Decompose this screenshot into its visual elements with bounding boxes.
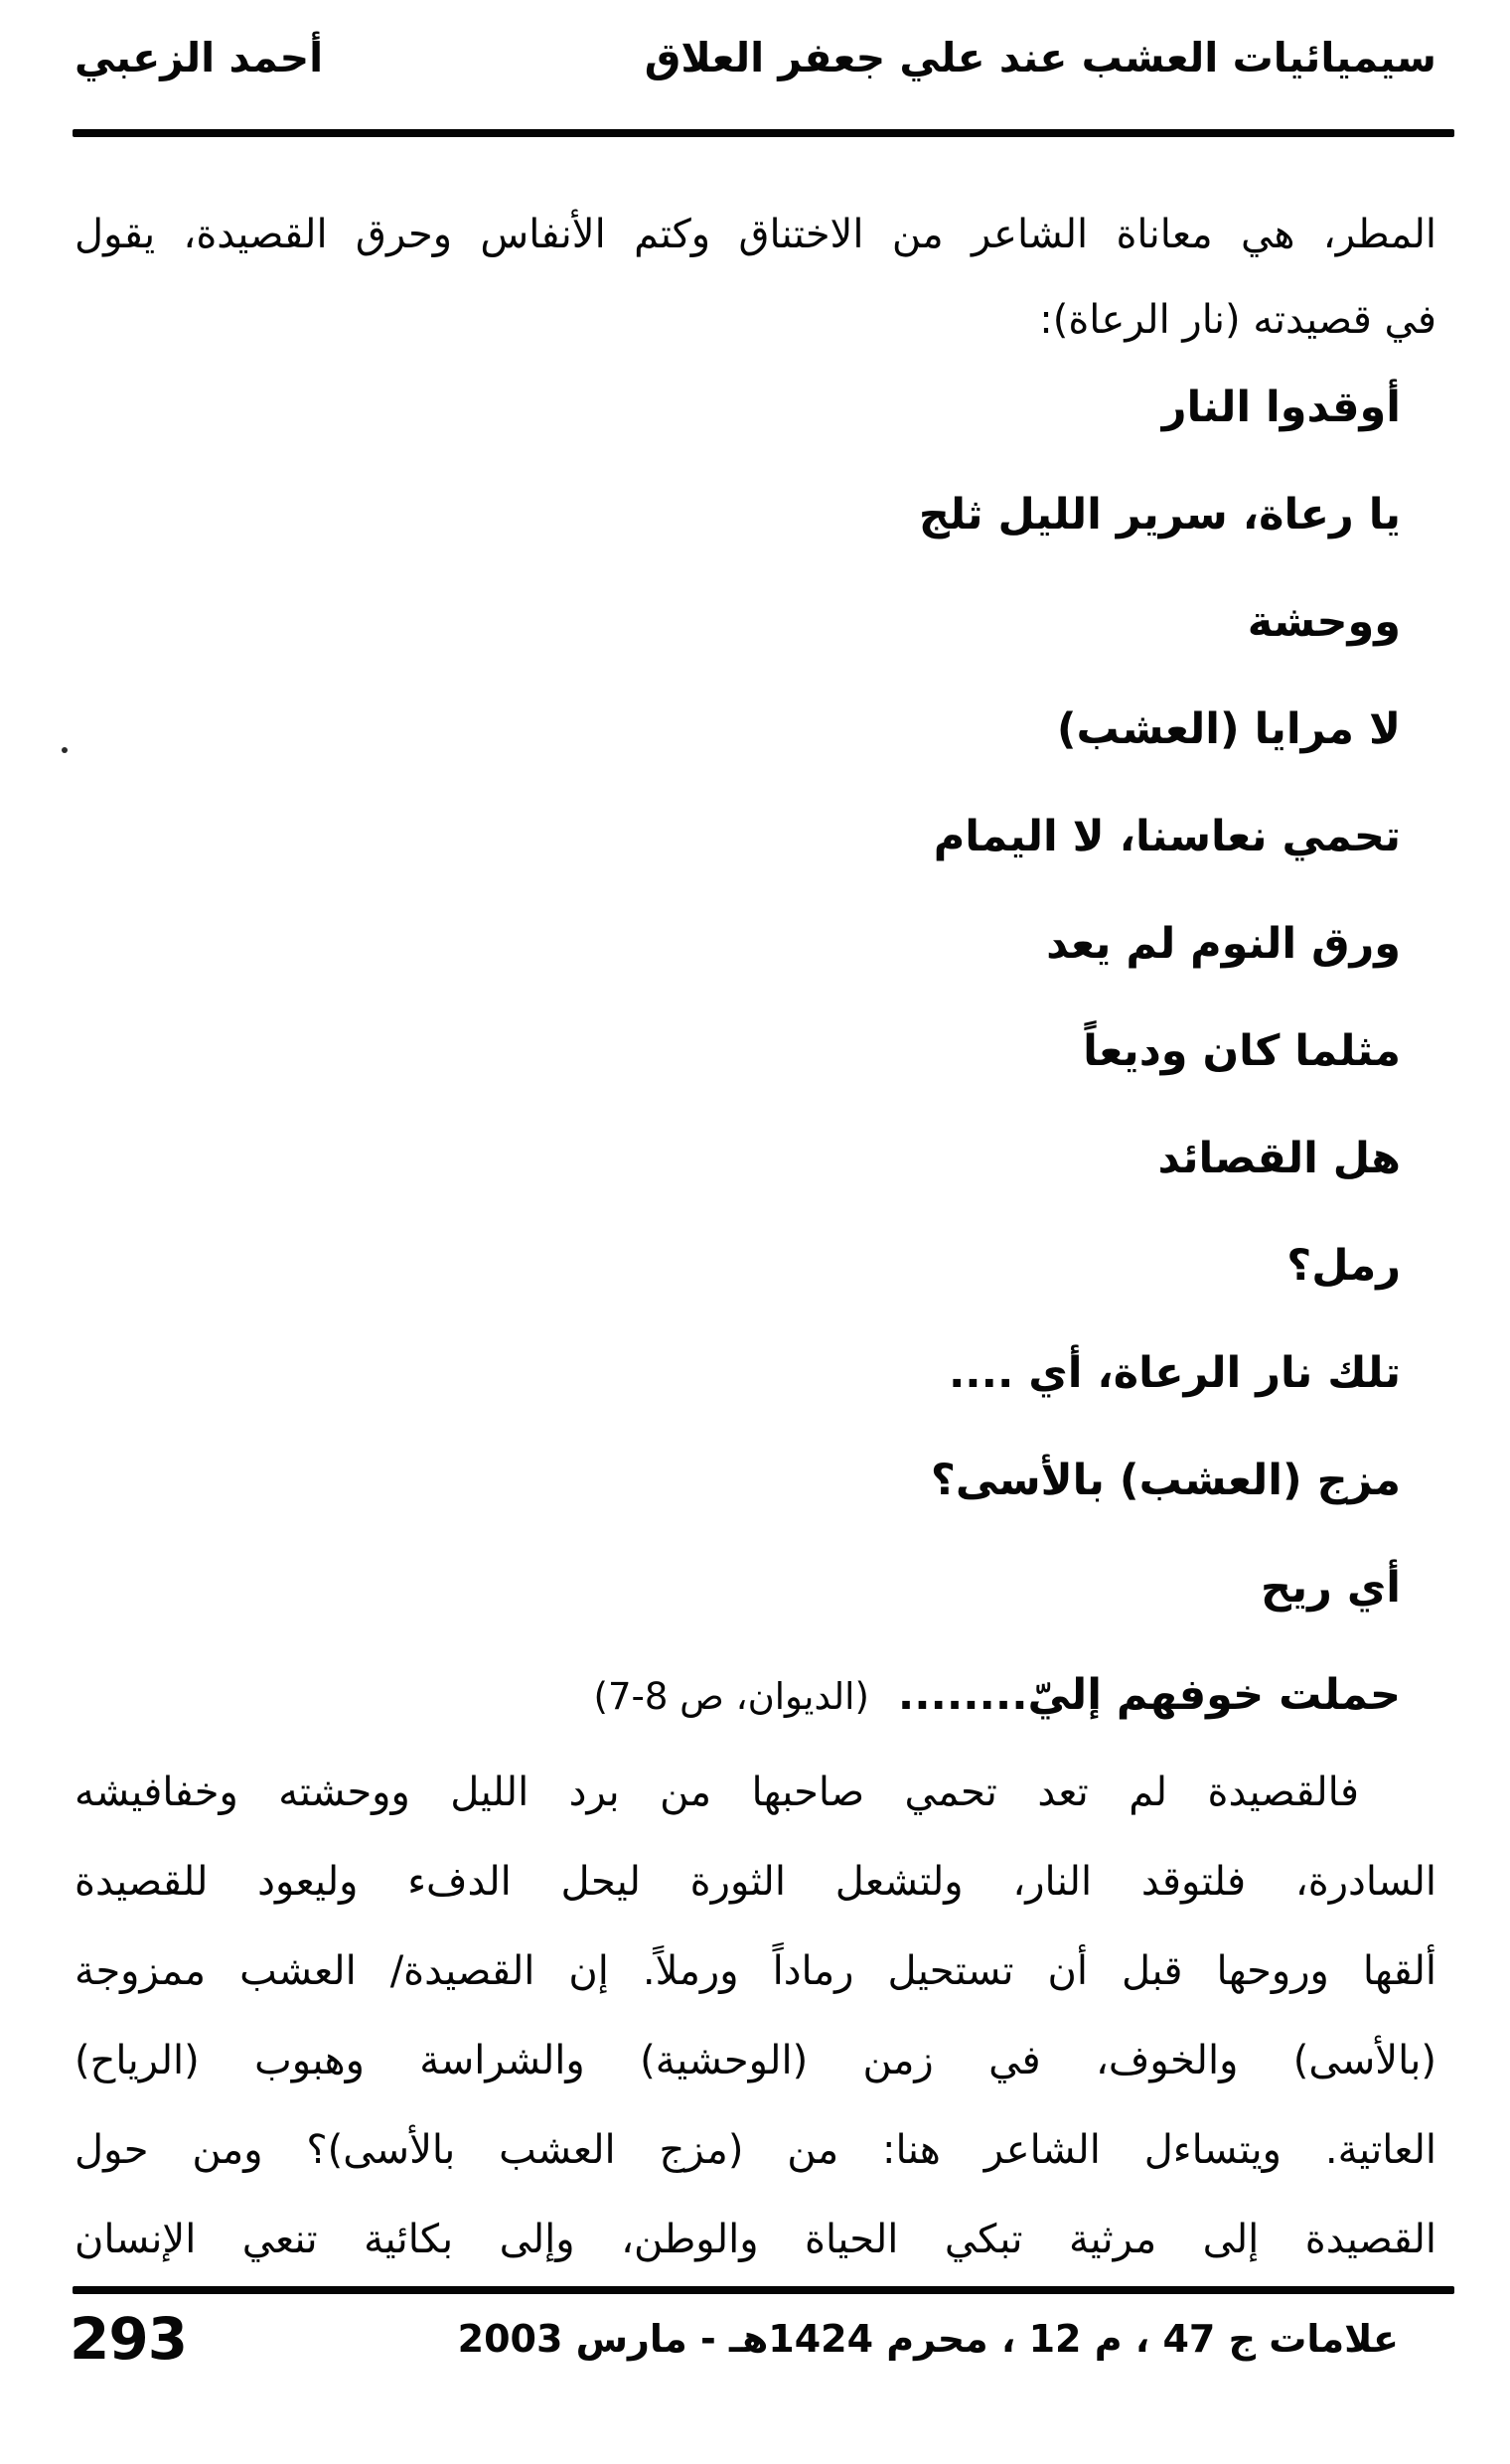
commentary-line: (بالأسى) والخوف، في زمن (الوحشية) والشراسة وهبوب (الرياح) (75, 2038, 1436, 2083)
commentary-line: فالقصيدة لم تعد تحمي صاحبها من برد الليل ووحشته وخفافيشه (75, 1770, 1359, 1815)
poem-last-line-text: حملت خوفهم إليّ........ (897, 1670, 1401, 1720)
author-name: أحمد الزعبي (75, 34, 324, 81)
commentary-paragraph (75, 1748, 1436, 2284)
header-rule (73, 129, 1454, 137)
footer-rule (73, 2286, 1454, 2294)
poem-line: رمل؟ (1286, 1241, 1401, 1291)
poem-line: ورق النوم لم يعد (1046, 919, 1401, 969)
poem-line: لا مرايا (العشب) (1056, 704, 1401, 754)
poem-line: هل القصائد (1157, 1134, 1401, 1183)
poem-line: تحمي نعاسنا، لا اليمام (933, 812, 1401, 861)
poem-line: أي ريح (1260, 1563, 1401, 1613)
commentary-line: ألقها وروحها قبل أن تستحيل رماداً ورملاً. إن القصيدة/ العشب ممزوجة (75, 1948, 1436, 1994)
intro-line: المطر، هي معاناة الشاعر من الاختناق وكتم الأنفاس وحرق القصيدة، يقول (75, 212, 1436, 257)
poem-line: مزج (العشب) بالأسى؟ (930, 1456, 1401, 1505)
commentary-line: السادرة، فلتوقد النار، ولتشعل الثورة ليحل الدفء وليعود للقصيدة (75, 1859, 1436, 1905)
commentary-line: القصيدة إلى مرثية تبكي الحياة والوطن، وإلى بكائية تنعي الإنسان (75, 2217, 1436, 2262)
journal-issue-info: علامات ج 47 ، م 12 ، محرم 1424هـ - مارس 2003 (457, 2317, 1399, 2361)
scan-speck (62, 747, 68, 753)
page-header (75, 34, 1436, 81)
intro-paragraph (75, 192, 1436, 363)
poem-line: تلك نار الرعاة، أي .... (948, 1348, 1401, 1398)
poem-line: ووحشة (1247, 597, 1401, 647)
intro-line: في قصيدته (نار الرعاة): (1039, 297, 1436, 343)
diwan-citation: (الديوان، ص 8-7) (593, 1675, 869, 1718)
commentary-line: العاتية. ويتساءل الشاعر هنا: من (مزج العشب بالأسى)؟ ومن حول (75, 2127, 1436, 2173)
page-number: 293 (70, 2305, 188, 2373)
poem-quotation (75, 354, 1401, 1749)
article-title: سيميائيات العشب عند علي جعفر العلاق (644, 34, 1436, 81)
poem-line: مثلما كان وديعاً (1083, 1026, 1401, 1076)
poem-last-line (75, 1641, 1401, 1749)
poem-line: يا رعاة، سرير الليل ثلج (918, 490, 1401, 539)
poem-line: أوقدوا النار (1161, 383, 1401, 432)
